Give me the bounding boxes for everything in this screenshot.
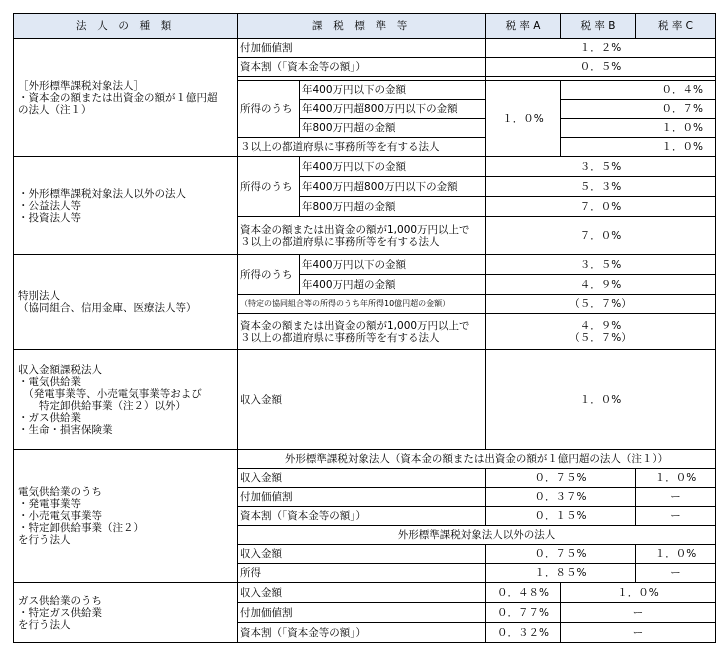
tax-base-cell: 資本割（「資本金等の額」）	[238, 623, 486, 643]
rate-cell: ３．５%	[486, 157, 716, 177]
rate-text: ４．９% （５．７%）	[569, 319, 632, 344]
rate-c-cell: ー	[636, 507, 716, 526]
income-portion-label: 所得のうち	[238, 255, 300, 295]
subheader-outward-standard: 外形標準課税対象法人（資本金の額または出資金の額が１億円超の法人（注１））	[238, 450, 716, 469]
corporate-tax-rate-table	[13, 13, 716, 643]
rate-cell: （５．７%）	[486, 295, 716, 314]
tax-base-cell: 年800万円超の金額	[300, 119, 486, 138]
category-text: ・外形標準課税対象法人以外の法人 ・公益法人等 ・投資法人等	[18, 187, 186, 224]
tax-base-cell: 資本割（「資本金等の額」）	[238, 58, 486, 77]
tax-base-cell: 付加価値割	[238, 488, 486, 507]
rate-cell: １．２%	[486, 39, 716, 58]
rate-cell: ０．３７%	[486, 488, 636, 507]
rate-cell: ０．５%	[486, 58, 716, 77]
rate-cell: ー	[561, 623, 716, 643]
category-text: ［外形標準課税対象法人］ ・資本金の額または出資金の額が１億円超 の法人（注１）	[18, 79, 218, 116]
category-text: 特別法人 （協同組合、信用金庫、医療法人等）	[18, 290, 197, 314]
header-rate-c: 税 率 C	[636, 14, 716, 39]
category-text: 電気供給業のうち ・発電事業等 ・小売電気事業等 ・特定卸供給事業（注２） を行う法人	[18, 486, 144, 546]
rate-cell: １．０%	[561, 583, 716, 603]
header-row	[14, 14, 716, 39]
tax-base-cell: 年400万円超800万円以下の金額	[300, 100, 486, 119]
rate-cell: ー	[561, 603, 716, 623]
rate-c-cell: ー	[636, 564, 716, 583]
tax-base-text: 資本金の額または出資金の額が1,000万円以上で ３以上の都道府県に事務所等を有する法人	[240, 223, 470, 248]
rate-cell: １．０%	[561, 119, 716, 138]
category-revenue-taxed	[14, 350, 238, 450]
tax-base-cell: 資本割（「資本金等の額」）	[238, 507, 486, 526]
rate-c-cell: １．０%	[636, 469, 716, 488]
subheader-non-outward: 外形標準課税対象法人以外の法人	[238, 526, 716, 545]
tax-base-cell: 収入金額	[238, 469, 486, 488]
tax-base-cell: 年400万円以下の金額	[300, 81, 486, 100]
tax-base-cell: 年400万円以下の金額	[300, 157, 486, 177]
tax-base-cell: 収入金額	[238, 583, 486, 603]
rate-a-cell: １．０%	[486, 81, 561, 157]
rate-cell: ３．５%	[486, 255, 716, 275]
category-gas-supply	[14, 583, 238, 643]
category-text: ガス供給業のうち ・特定ガス供給業 を行う法人	[18, 594, 102, 631]
tax-base-cell: 年400万円以下の金額	[300, 255, 486, 275]
rate-cell	[486, 314, 716, 350]
rate-c-cell: １．０%	[636, 545, 716, 564]
tax-base-cell: 付加価値割	[238, 39, 486, 58]
tax-base-cell	[238, 217, 486, 255]
tax-base-text: 資本金の額または出資金の額が1,000万円以上で ３以上の都道府県に事務所等を有する法人	[240, 319, 470, 344]
table-row	[14, 157, 716, 177]
tax-base-cell: 年400万円超800万円以下の金額	[300, 177, 486, 197]
rate-cell: ０．４%	[561, 81, 716, 100]
tax-rate-table-wrapper	[13, 13, 716, 643]
rate-a-cell: ０．４８%	[486, 583, 561, 603]
rate-cell: ０．７%	[561, 100, 716, 119]
tax-base-cell: ３以上の都道府県に事務所等を有する法人	[238, 138, 486, 157]
rate-cell: ０．１５%	[486, 507, 636, 526]
header-corporation-type: 法 人 の 種 類	[14, 14, 238, 39]
rate-cell: ０．７５%	[486, 469, 636, 488]
income-portion-label: 所得のうち	[238, 157, 300, 217]
table-row	[14, 583, 716, 603]
header-rate-b: 税 率 B	[561, 14, 636, 39]
tax-base-cell	[238, 314, 486, 350]
table-row	[14, 39, 716, 58]
category-electricity-supply	[14, 450, 238, 583]
tax-base-cell: 所得	[238, 564, 486, 583]
table-row	[14, 450, 716, 469]
income-portion-label: 所得のうち	[238, 81, 300, 138]
tax-base-cell: 年400万円超の金額	[300, 275, 486, 295]
rate-cell: １．８５%	[486, 564, 636, 583]
category-text: 収入金額課税法人 ・電気供給業 （発電事業等、小売電気事業等および 特定卸供給事業（注２）以外） ・ガス供給業 ・生命・損害保険業	[18, 363, 202, 436]
tax-base-cell: 付加価値割	[238, 603, 486, 623]
table-row	[14, 350, 716, 450]
rate-cell: １．０%	[486, 350, 716, 450]
rate-cell: ５．３%	[486, 177, 716, 197]
rate-cell: ４．９%	[486, 275, 716, 295]
rate-cell: ７．０%	[486, 217, 716, 255]
table-row	[14, 255, 716, 275]
rate-c-cell: ー	[636, 488, 716, 507]
category-special-corporation	[14, 255, 238, 350]
rate-cell: ０．７５%	[486, 545, 636, 564]
rate-a-cell: ０．７７%	[486, 603, 561, 623]
tax-base-cell: 収入金額	[238, 350, 486, 450]
tax-base-cell: 収入金額	[238, 545, 486, 564]
header-rate-a: 税 率 A	[486, 14, 561, 39]
category-outward-standard	[14, 39, 238, 157]
tax-base-cell: 年800万円超の金額	[300, 197, 486, 217]
tax-base-cell: （特定の協同組合等の所得のうち年所得10億円超の金額）	[238, 295, 486, 314]
category-non-outward	[14, 157, 238, 255]
rate-a-cell: ０．３２%	[486, 623, 561, 643]
rate-cell: ７．０%	[486, 197, 716, 217]
header-tax-base: 課 税 標 準 等	[238, 14, 486, 39]
rate-cell: １．０%	[561, 138, 716, 157]
